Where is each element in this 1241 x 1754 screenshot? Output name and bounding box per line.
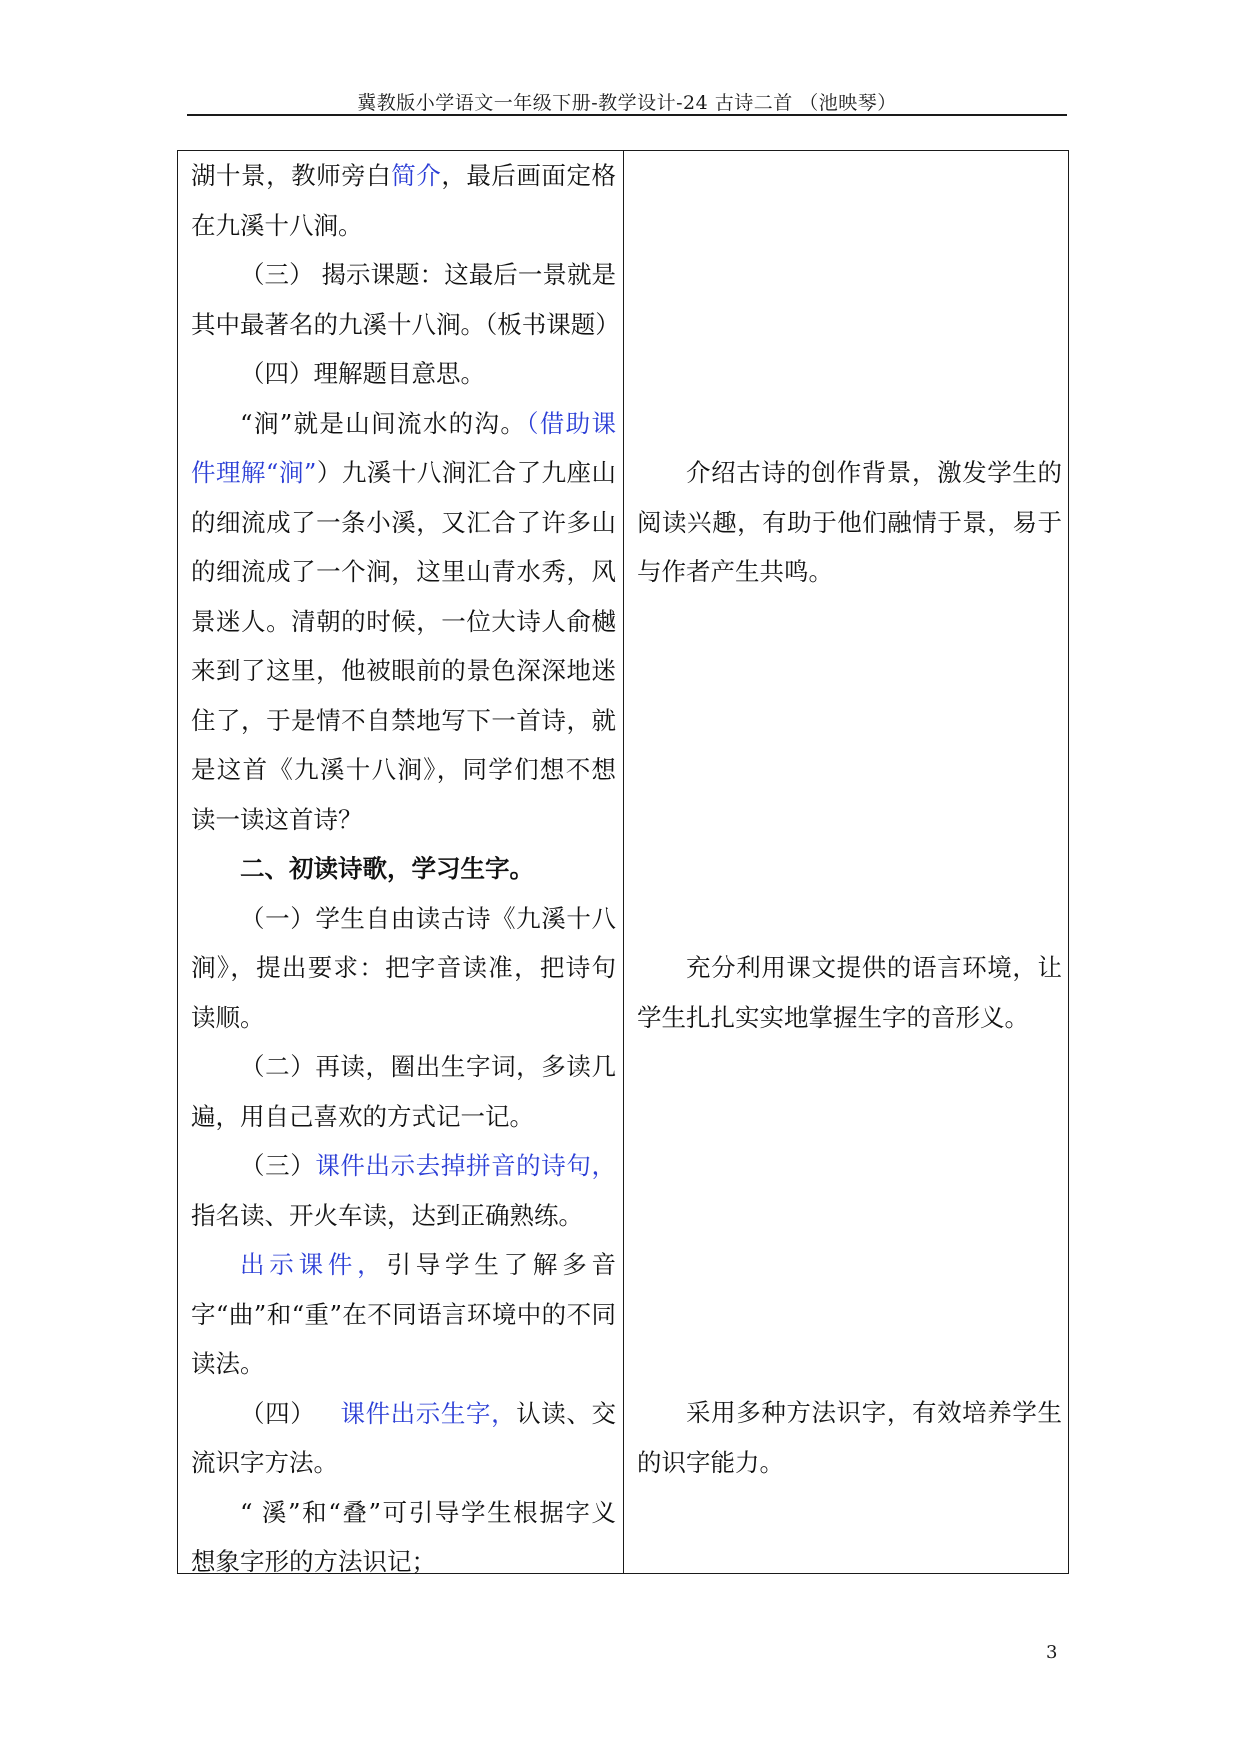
column-divider (623, 151, 624, 1573)
design-intent-text: 采用多种方法识字，有效培养学生的识字能力。 (637, 1398, 1062, 1477)
text-run: ，最后画面定格在九溪十八涧。 (191, 161, 616, 240)
text-run: ）九溪十八涧汇合了九座山的细流成了一条小溪，又汇合了许多山的细流成了一个涧，这里山青水秀，风景迷人。清朝的时候，一位大诗人俞樾来到了这里，他被眼前的景色深深地迷住了，于是情不自禁地写下一首诗，就是这首《九溪十八涧》，同学们想不想读一读这首诗？ (191, 458, 616, 834)
text-run: 指名读、开火车读，达到正确熟练。 (191, 1200, 583, 1230)
design-intent-text: 充分利用课文提供的语言环境，让学生扎扎实实地掌握生字的音形义。 (637, 953, 1062, 1032)
design-intent-3 (637, 1388, 1062, 1487)
text-run: 湖十景，教师旁白 (191, 161, 392, 190)
paragraph-reread: （二）再读，圈出生字词，多读几遍，用自己喜欢的方式记一记。 (191, 1052, 616, 1131)
paragraph-free-reading: （一）学生自由读古诗《九溪十八涧》，提出要求：把字音读准，把诗句读顺。 (191, 903, 616, 1032)
text-run: （四） (240, 1398, 341, 1428)
paragraph-polyphone (191, 1240, 616, 1389)
section-heading: 二、初读诗歌，学习生字。 (240, 854, 534, 883)
highlighted-text: 简介 (391, 161, 442, 190)
highlighted-text: 课件出示去掉拼音的诗句， (315, 1151, 617, 1180)
header-rule (187, 114, 1067, 116)
paragraph-understand-title: （四）理解题目意思。 (240, 359, 485, 388)
text-run: 认读、交流识字方法。 (191, 1398, 617, 1477)
text-run: “涧”就是山间流水的沟。 (240, 408, 527, 438)
paragraph-intro-end (191, 151, 616, 250)
teaching-process-column (191, 151, 620, 1587)
text-run: （三） (240, 1151, 316, 1180)
design-intent-2 (637, 943, 1062, 1042)
text-run: 引导学生了解多音字“曲”和“重”在不同语言环境中的不同读法。 (191, 1250, 617, 1378)
paragraph-show-lines (191, 1141, 616, 1240)
page-header: 冀教版小学语文一年级下册-教学设计-24 古诗二首 （池映琴） (357, 92, 897, 114)
paragraph-character-memory: “ 溪”和“叠”可引导学生根据字义想象字形的方法识记； (191, 1497, 616, 1576)
paragraph-show-characters (191, 1389, 616, 1488)
highlighted-text: （借助课件理解“涧” (191, 408, 616, 487)
highlighted-text: 课件出示生字， (340, 1398, 517, 1428)
paragraph-reveal-title: （三） 揭示课题：这最后一景就是其中最著名的九溪十八涧。（板书课题） (191, 260, 620, 339)
design-intent-1 (637, 448, 1062, 597)
lesson-table (177, 150, 1069, 1574)
page-number: 3 (1046, 1642, 1058, 1663)
design-intent-text: 介绍古诗的创作背景，激发学生的阅读兴趣，有助于他们融情于景，易于与作者产生共鸣。 (637, 458, 1062, 586)
highlighted-text: 出示课件， (240, 1250, 387, 1279)
paragraph-jian-explanation (191, 399, 616, 845)
